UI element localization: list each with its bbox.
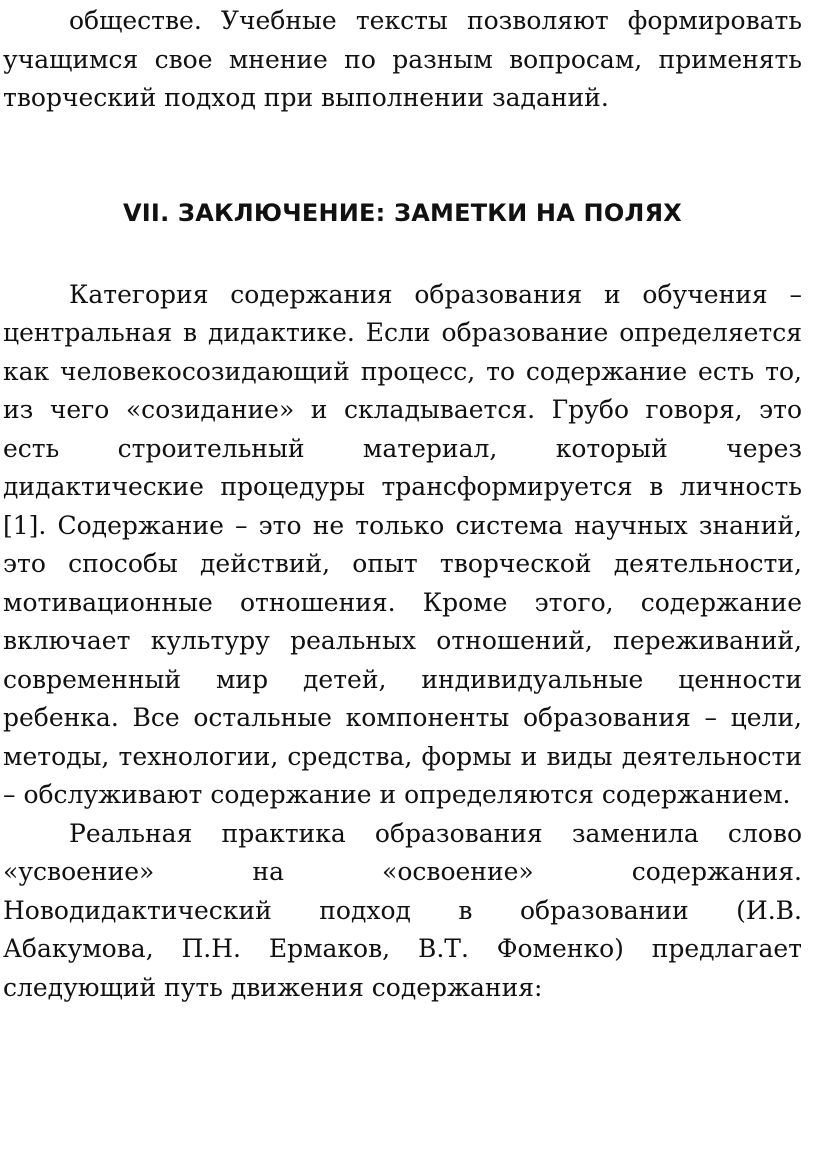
paragraph-content-category: Категория содержания образования и обучения – центральная в дидактике. Если образование определяется как человекосозидающий процесс, то содержание есть то, из чего «созидание» и складывается. Грубо говоря, это есть строительный материал, который через дидактические процедуры трансформируется в личность [1]. Содержание – это не только система научных знаний, это способы действий, опыт творческой деятельности, мотивационные отношения. Кроме этого, содержание включает культуру реальных отношений, переживаний, современный мир детей, индивидуальные ценности ребенка. Все остальные компоненты образования – цели, методы, технологии, средства, формы и виды деятельности – обслуживают содержание и определяются содержанием. (3, 279, 802, 809)
section-heading: VII. ЗАКЛЮЧЕНИЕ: ЗАМЕТКИ НА ПОЛЯХ (123, 198, 682, 227)
paragraph-real-practice: Реальная практика образования заменила слово «усвоение» на «освоение» содержания. Новодидактический подход в образовании (И.В. Абакумова, П.Н. Ермаков, В.Т. Фоменко) предлагает следующий путь движения содержания: (3, 818, 802, 1002)
paragraph-continuation: обществе. Учебные тексты позволяют формировать учащимся свое мнение по разным вопросам, применять творческий подход при выполнении заданий. (3, 6, 802, 112)
